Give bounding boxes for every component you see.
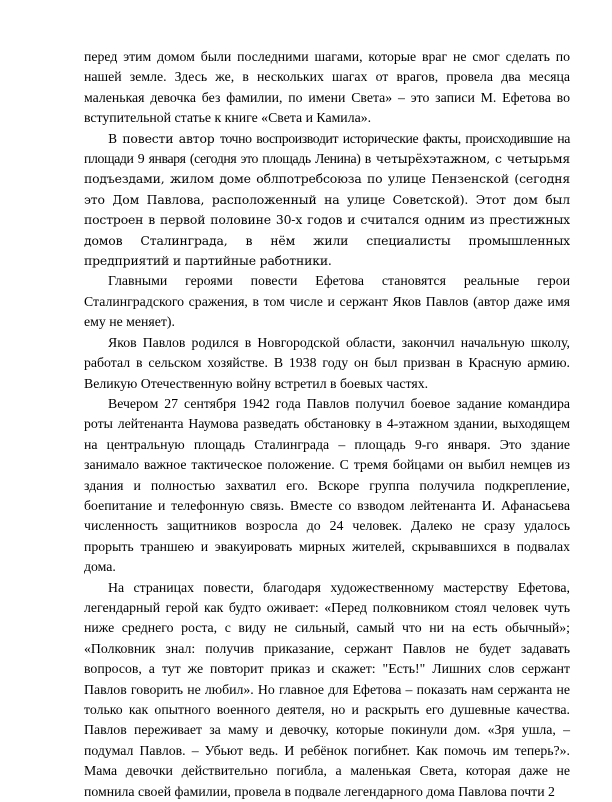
paragraph-text: Вечером 27 сентября 1942 года Павлов получил боевое задание командира роты лейтенанта Наумова разведать обстановку в 4-этажном здании, выходящем на центральную площадь Сталинграда – площадь 9-го января. Это здание занимало важное тактическое положение. С тремя бойцами он выбил немцев из здания и полностью захватил его. Вскоре группа получила подкрепление, боепитание и телефонную связь. Вместе со взводом лейтенанта И. Афанасьева численность защитников возросла до 24 человек. Далеко не сразу удалось прорыть траншею и эвакуировать мирных жителей, скрывавшихся в подвалах дома.	[84, 395, 570, 575]
paragraph-combat-mission	[84, 394, 570, 578]
paragraph-pavlov-biography	[84, 333, 570, 394]
paragraph-text: перед этим домом были последними шагами, которые враг не смог сделать по нашей земле. Здесь же, в нескольких шагах от врагов, провела два месяца маленькая девочка без фамилии, по имени Света» – это записи М. Ефетова во вступительной статье к книге «Света и Камила».	[84, 49, 570, 126]
paragraph-text-lead: В повести автор	[108, 130, 220, 146]
paragraph-intro-quote	[84, 47, 570, 129]
paragraph-main-heroes	[84, 271, 570, 332]
paragraph-historical-facts	[84, 129, 570, 272]
paragraph-text: Яков Павлов родился в Новгородской области, закончил начальную школу, работал в сельском хозяйстве. В 1938 году он был призван в Красную армию. Великую Отечественную войну встретил в боевых частях.	[84, 334, 570, 391]
paragraph-text-highlight: точно воспроизводит исторические факты, происходившие на площади 9 января (сегодня это площадь Ленина) в	[84, 130, 570, 167]
document-page	[84, 47, 570, 802]
paragraph-text-rest: четырёхэтажном, с четырьмя подъездами, жилом доме облпотребсоюза по улице Пензенской (сегодня это Дом Павлова, расположенный на улице Советской). Этот дом был построен в первой половине 30-х годов и считался одним из престижных домов Сталинграда, в нём жили специалисты промышленных предприятий и партийные работники.	[84, 151, 570, 269]
paragraph-text: На страницах повести, благодаря художественному мастерству Ефетова, легендарный герой как будто оживает: «Перед полковником стоял человек чуть ниже среднего роста, с виду не сильный, самый что ни на есть обычный»; «Полковник знал: получив приказание, сержант Павлов не будет задавать вопросов, а тут же повторит приказ и скажет: "Есть!" Лишних слов сержант Павлов говорить не любил». Но главное для Ефетова – показать нам сержанта не только как опытного военного деятеля, но и раскрыть его душевные качества. Павлов переживает за маму и девочку, которые покинули дом. «Зря ушла, – подумал Павлов. – Убьют ведь. И ребёнок погибнет. Как помочь им теперь?». Мама девочки действительно погибла, а маленькая Света, которая даже не помнила своей фамилии, провела в подвале легендарного дома Павлова почти 2	[84, 579, 570, 799]
paragraph-literary-portrait	[84, 578, 570, 802]
paragraph-text: Главными героями повести Ефетова становятся реальные герои Сталинградского сражения, в том числе и сержант Яков Павлов (автор даже имя ему не меняет).	[84, 273, 570, 330]
